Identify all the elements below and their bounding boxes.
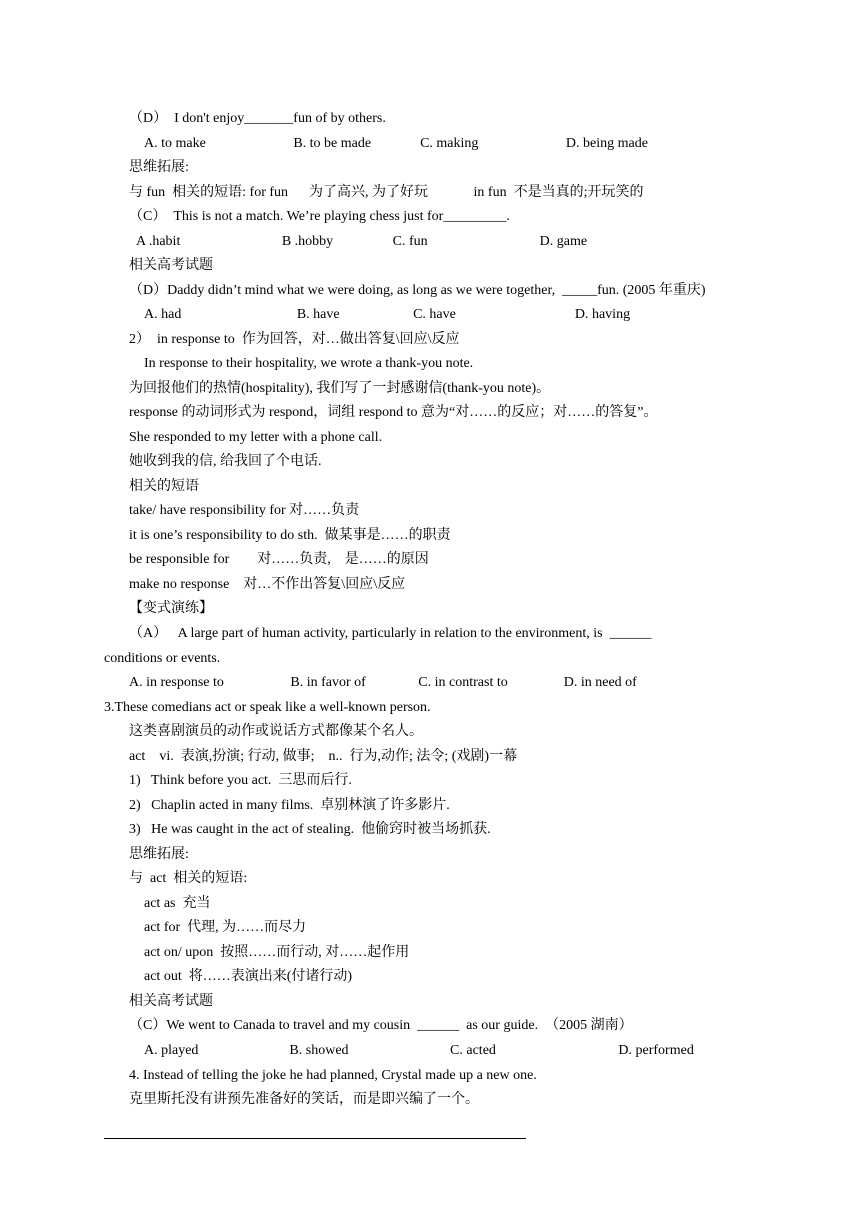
options-line: A. to make B. to be made C. making D. being made — [144, 136, 648, 151]
question-c-canada: （C）We went to Canada to travel and my cousin ______ as our guide. （2005 湖南） — [129, 1018, 633, 1033]
phrase-line: it is one’s responsibility to do sth. 做某事是……的职责 — [129, 528, 451, 543]
options-line: A. had B. have C. have D. having — [144, 307, 631, 322]
phrase-line: make no response 对…不作出答复\回应\反应 — [129, 577, 406, 592]
definition-line: act vi. 表演,扮演; 行动, 做事; n.. 行为,动作; 法令; (戏剧)一幕 — [129, 749, 518, 764]
example-sentence: She responded to my letter with a phone call. — [129, 430, 383, 445]
question-d-enjoy: （D） I don't enjoy_______fun of by others. — [129, 111, 386, 126]
options-line: A. in response to B. in favor of C. in contrast to D. in need of — [129, 675, 637, 690]
section-heading: 思维拓展: — [129, 847, 189, 862]
options-line: A. played B. showed C. acted D. performed — [144, 1043, 694, 1058]
phrase-line: take/ have responsibility for 对……负责 — [129, 503, 360, 518]
question-c-chess: （C） This is not a match. We’re playing chess just for_________. — [129, 209, 510, 224]
translation-line: 为回报他们的热情(hospitality), 我们写了一封感谢信(thank-you note)。 — [129, 381, 551, 396]
phrase-line: be responsible for 对……负责, 是……的原因 — [129, 552, 429, 567]
example-sentence: 2) Chaplin acted in many films. 卓别林演了许多影片. — [129, 798, 450, 813]
example-sentence: 1) Think before you act. 三思而后行. — [129, 773, 352, 788]
section-heading: 【变式演练】 — [129, 601, 213, 616]
item-heading: 4. Instead of telling the joke he had planned, Crystal made up a new one. — [129, 1068, 537, 1083]
phrase-line: act out 将……表演出来(付诸行动) — [144, 969, 353, 984]
section-heading: 相关高考试题 — [129, 258, 213, 273]
question-d-daddy: （D）Daddy didn’t mind what we were doing, as long as we were together, _____fun. (2005 年重庆) — [129, 283, 706, 298]
section-heading: 相关高考试题 — [129, 994, 213, 1009]
phrase-line: 与 fun 相关的短语: for fun 为了高兴, 为了好玩 in fun 不是当真的;开玩笑的 — [129, 185, 644, 200]
example-sentence: 3) He was caught in the act of stealing. 他偷窍时被当场抓获. — [129, 822, 491, 837]
phrase-line: act on/ upon 按照……而行动, 对……起作用 — [144, 945, 410, 960]
phrase-line: act for 代理, 为……而尽力 — [144, 920, 307, 935]
example-sentence: In response to their hospitality, we wrote a thank-you note. — [144, 356, 474, 371]
translation-line: 这类喜剧演员的动作或说话方式都像某个名人。 — [129, 724, 423, 739]
options-line: A .habit B .hobby C. fun D. game — [136, 234, 588, 249]
translation-line: 她收到我的信, 给我回了个电话. — [129, 454, 322, 469]
explanation-line: response 的动词形式为 respond，词组 respond to 意为“对……的反应；对……的答复”。 — [129, 405, 658, 420]
section-heading: 思维拓展: — [129, 160, 189, 175]
question-continuation: conditions or events. — [104, 651, 221, 666]
item-heading: 3.These comedians act or speak like a well-known person. — [104, 700, 431, 715]
section-heading: 相关的短语 — [129, 479, 199, 494]
phrase-line: act as 充当 — [144, 896, 211, 911]
question-a-activity: （A） A large part of human activity, particularly in relation to the environment, is ______ — [129, 626, 652, 641]
section-heading: 与 act 相关的短语: — [129, 871, 248, 886]
translation-line: 克里斯托没有讲预先准备好的笑话，而是即兴编了一个。 — [129, 1092, 479, 1107]
footnote-divider — [104, 1138, 526, 1139]
item-heading: 2） in response to 作为回答，对…做出答复\回应\反应 — [129, 332, 460, 347]
